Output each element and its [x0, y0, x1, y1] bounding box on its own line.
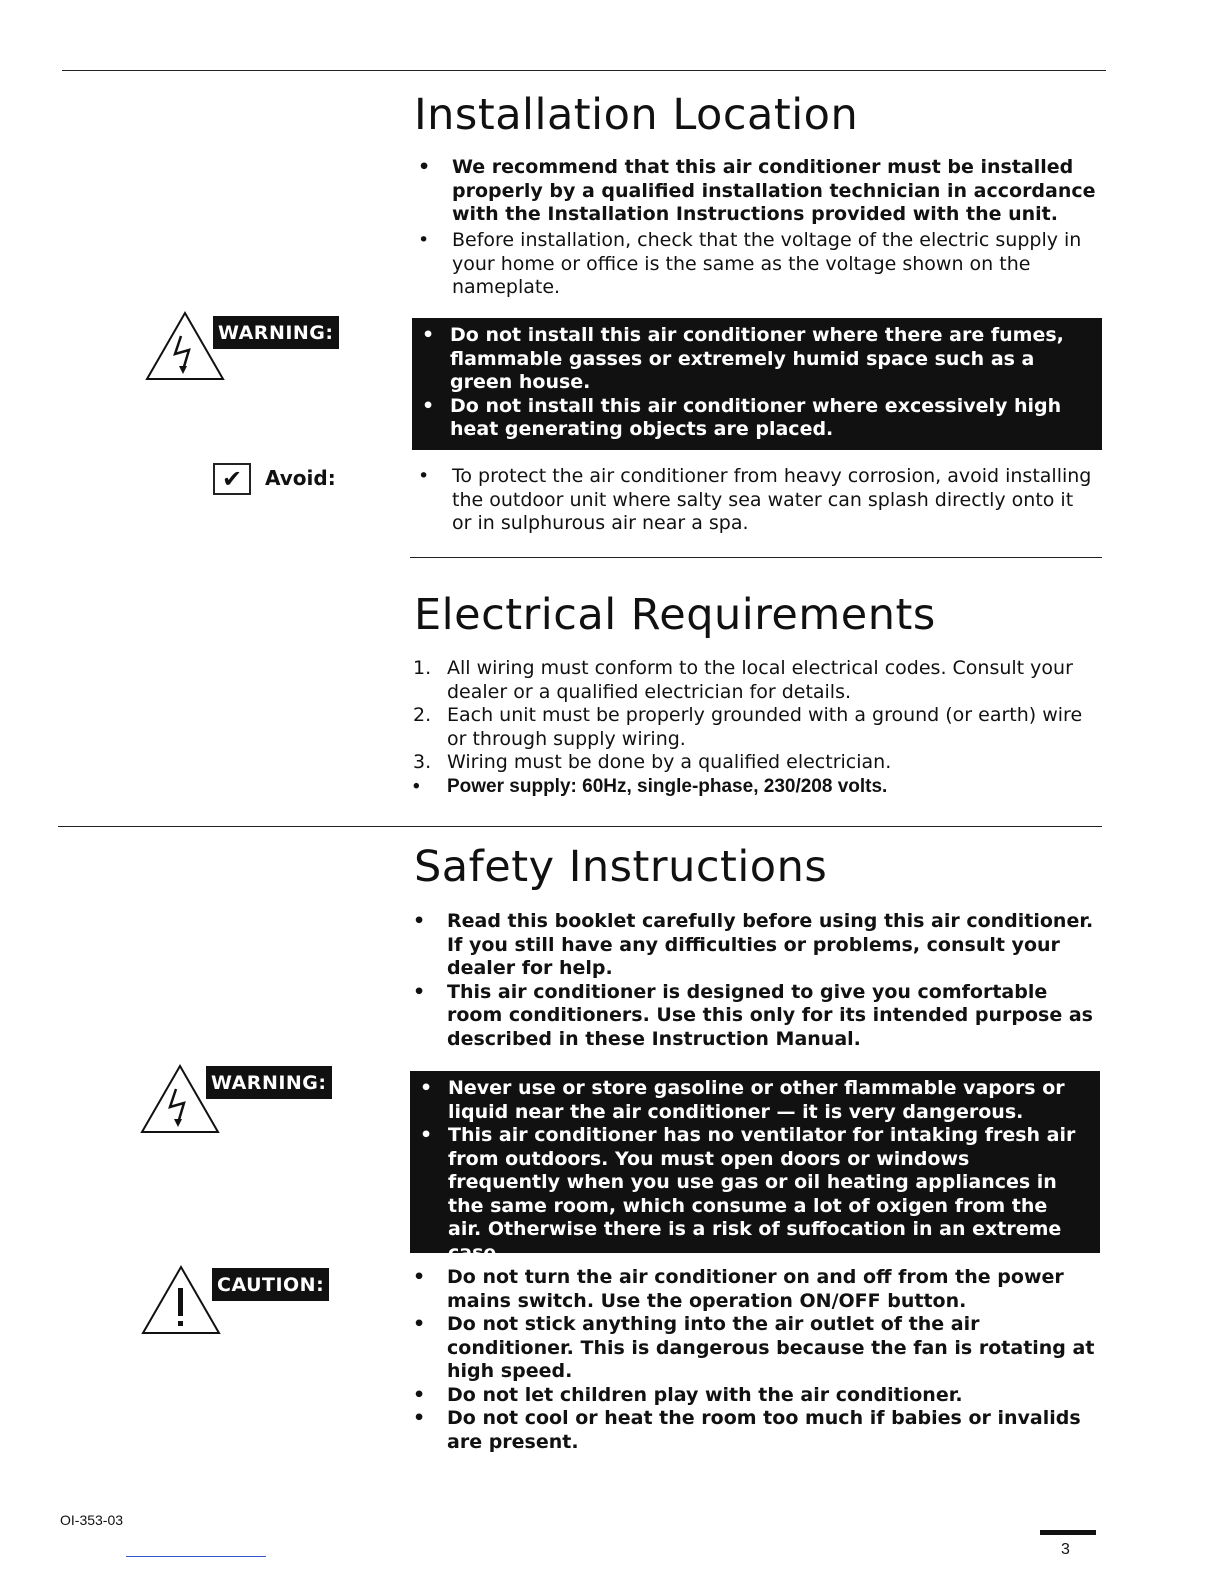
warning-label: WARNING: [206, 1066, 332, 1099]
warning-list [420, 1077, 1086, 1265]
caution-label: CAUTION: [212, 1268, 329, 1301]
electrical-list [413, 657, 1103, 798]
section-rule-safety [58, 826, 1102, 827]
warning-list [422, 324, 1088, 442]
list-item: • To protect the air conditioner from heavy corrosion, avoid installing the outdoor unit where salty sea water can splash directly onto it or in sulphurous air near a spa. [418, 465, 1092, 534]
warning-label: WARNING: [213, 316, 339, 349]
list-item: • Power supply: 60Hz, single-phase, 230/208 volts. [413, 775, 888, 797]
safety-title: Safety Instructions [414, 842, 828, 892]
list-item: • Never use or store gasoline or other flammable vapors or liquid near the air conditioner — it is very dangerous. [420, 1077, 1065, 1123]
list-item: 1. All wiring must conform to the local electrical codes. Consult your dealer or a qualified electrician for details. [413, 657, 1073, 703]
electrical-title: Electrical Requirements [414, 590, 936, 640]
section-rule-electrical [410, 557, 1102, 558]
warning-box [410, 1071, 1100, 1264]
document-code: OI-353-03 [60, 1512, 124, 1528]
caution-list [413, 1266, 1103, 1454]
list-item: • Do not turn the air conditioner on and off from the power mains switch. Use the operation ON/OFF button. [413, 1266, 1064, 1312]
list-item: • We recommend that this air conditioner must be installed properly by a qualified installation technician in accordance with the Installation Instructions provided with the unit. [418, 156, 1096, 225]
avoid-list [418, 465, 1098, 536]
list-item: • This air conditioner has no ventilator for intaking fresh air from outdoors. You must open doors or windows frequently when you use gas or oil heating appliances in the same room, which consume a lot of oxigen from the air. Otherwise there is a risk of suffocation in an extreme case. [420, 1124, 1076, 1264]
list-item: • Do not let children play with the air conditioner. [413, 1383, 963, 1406]
list-item: 3. Wiring must be done by a qualified electrician. [413, 751, 892, 773]
list-item: • Before installation, check that the voltage of the electric supply in your home or office is the same as the voltage shown on the nameplate. [418, 229, 1082, 298]
installation-title: Installation Location [414, 90, 859, 140]
top-rule [62, 70, 1106, 71]
list-item: • Do not stick anything into the air outlet of the air conditioner. This is dangerous because the fan is rotating at high speed. [413, 1313, 1095, 1382]
page-number: 3 [1061, 1541, 1070, 1558]
safety-list [413, 910, 1103, 1051]
list-item: • Do not install this air conditioner where there are fumes, flammable gasses or extremely humid space such as a green house. [422, 324, 1064, 393]
checkmark-icon: ✔ [213, 463, 251, 495]
avoid-label: Avoid: [265, 466, 336, 490]
list-item: • This air conditioner is designed to give you comfortable room conditioners. Use this only for its intended purpose as described in these Instruction Manual. [413, 980, 1093, 1050]
scan-artifact-line [126, 1556, 266, 1557]
list-item: • Read this booklet carefully before using this air conditioner. If you still have any difficulties or problems, consult your dealer for help. [413, 910, 1094, 979]
caution-icon [139, 1264, 223, 1336]
page-bar [1040, 1530, 1096, 1535]
installation-list-2 [418, 229, 1098, 300]
list-item: • Do not cool or heat the room too much if babies or invalids are present. [413, 1407, 1081, 1453]
warning-box [412, 318, 1102, 450]
list-item: 2. Each unit must be properly grounded with a ground (or earth) wire or through supply wiring. [413, 704, 1083, 750]
installation-list [418, 156, 1098, 227]
list-item: • Do not install this air conditioner where excessively high heat generating objects are placed. [422, 394, 1062, 440]
